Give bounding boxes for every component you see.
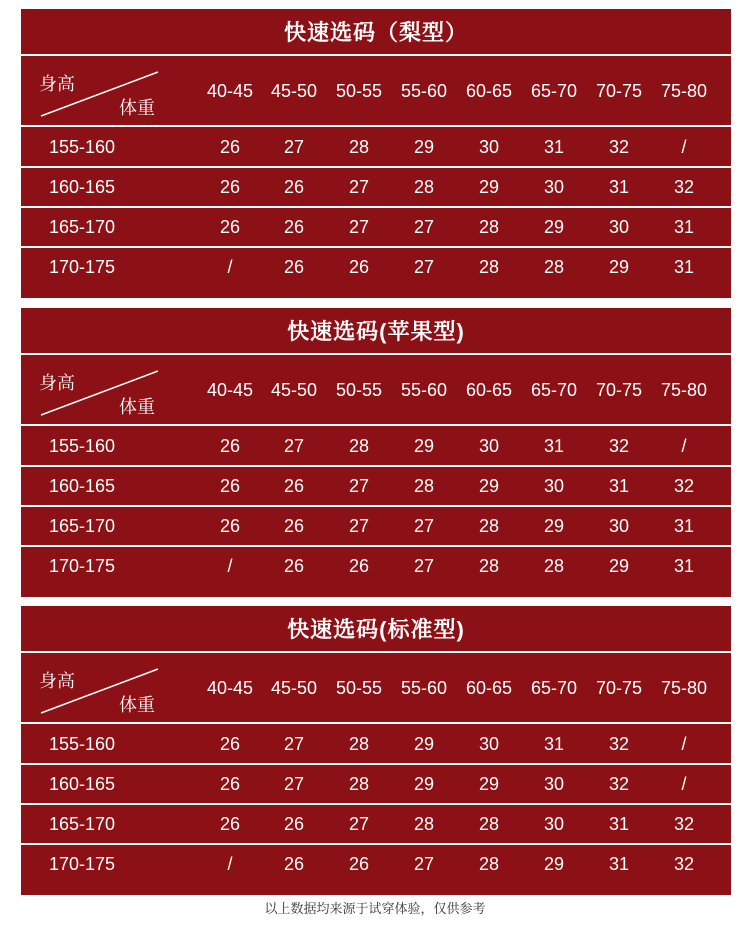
size-cell: 27 <box>283 774 305 794</box>
size-cell: / <box>227 854 233 874</box>
size-cell: / <box>681 137 687 157</box>
size-table <box>21 308 731 597</box>
height-label: 身高 <box>39 373 75 393</box>
weight-range-header: 70-75 <box>595 81 643 101</box>
size-cell: 28 <box>413 476 435 496</box>
divider <box>21 465 731 467</box>
size-cell: 29 <box>413 436 435 456</box>
size-cell: 29 <box>608 556 630 576</box>
size-cell: 32 <box>673 854 695 874</box>
size-cell: 28 <box>543 556 565 576</box>
weight-range-header: 75-80 <box>660 81 708 101</box>
height-range: 165-170 <box>49 516 116 536</box>
weight-range-header: 65-70 <box>530 380 578 400</box>
table-row <box>21 427 731 465</box>
height-range: 155-160 <box>49 734 116 754</box>
size-table <box>21 9 731 298</box>
size-cell: 27 <box>413 217 435 237</box>
table-title: 快速选码（梨型） <box>283 20 468 45</box>
size-cell: / <box>227 257 233 277</box>
size-cell: 28 <box>348 774 370 794</box>
size-cell: 31 <box>608 814 630 834</box>
size-cell: 26 <box>219 814 241 834</box>
size-cell: / <box>681 436 687 456</box>
size-cell: 32 <box>608 137 630 157</box>
size-cell: 30 <box>543 814 565 834</box>
size-cell: 28 <box>478 217 500 237</box>
table-row <box>21 725 731 763</box>
table-title: 快速选码(苹果型) <box>287 319 465 344</box>
weight-label: 体重 <box>119 695 155 715</box>
divider <box>21 843 731 845</box>
height-label: 身高 <box>39 74 75 94</box>
divider <box>21 424 731 426</box>
size-cell: 32 <box>608 774 630 794</box>
size-cell: 31 <box>543 137 565 157</box>
size-cell: 31 <box>608 177 630 197</box>
size-cell: 30 <box>608 217 630 237</box>
size-cell: 26 <box>283 217 305 237</box>
table-row <box>21 208 731 246</box>
table-row <box>21 467 731 505</box>
divider <box>21 545 731 547</box>
weight-range-header: 75-80 <box>660 678 708 698</box>
table-row <box>21 547 731 585</box>
size-cell: 29 <box>543 854 565 874</box>
size-cell: / <box>681 734 687 754</box>
size-cell: 31 <box>673 257 695 277</box>
size-cell: 26 <box>219 217 241 237</box>
divider <box>21 125 731 127</box>
size-cell: 31 <box>608 476 630 496</box>
size-cell: 32 <box>673 814 695 834</box>
size-cell: 30 <box>478 137 500 157</box>
size-cell: 26 <box>219 436 241 456</box>
divider <box>21 722 731 724</box>
divider <box>21 206 731 208</box>
size-cell: 26 <box>348 257 370 277</box>
weight-range-header: 60-65 <box>465 678 513 698</box>
table-row <box>21 845 731 883</box>
weight-range-header: 40-45 <box>206 81 254 101</box>
size-cell: 26 <box>283 516 305 536</box>
size-cell: 27 <box>348 177 370 197</box>
size-cell: 28 <box>478 814 500 834</box>
size-cell: 26 <box>283 556 305 576</box>
height-range: 160-165 <box>49 476 116 496</box>
height-range: 165-170 <box>49 217 116 237</box>
size-cell: 28 <box>478 257 500 277</box>
table-row <box>21 128 731 166</box>
size-cell: 29 <box>543 217 565 237</box>
size-cell: 32 <box>608 734 630 754</box>
weight-label: 体重 <box>119 98 155 118</box>
size-cell: 30 <box>478 436 500 456</box>
weight-range-header: 45-50 <box>270 81 318 101</box>
size-cell: 26 <box>283 814 305 834</box>
size-cell: 28 <box>348 137 370 157</box>
table-title: 快速选码(标准型) <box>287 617 465 642</box>
weight-label: 体重 <box>119 397 155 417</box>
size-cell: 28 <box>413 177 435 197</box>
size-cell: 27 <box>283 734 305 754</box>
size-cell: 31 <box>608 854 630 874</box>
weight-range-header: 50-55 <box>335 678 383 698</box>
size-cell: 26 <box>283 476 305 496</box>
height-range: 170-175 <box>49 257 116 277</box>
size-cell: 27 <box>413 516 435 536</box>
table-row <box>21 248 731 286</box>
header-corner <box>21 355 201 420</box>
size-cell: 26 <box>283 177 305 197</box>
size-cell: / <box>227 556 233 576</box>
height-range: 155-160 <box>49 137 116 157</box>
weight-range-header: 70-75 <box>595 678 643 698</box>
size-table <box>21 606 731 895</box>
size-cell: 30 <box>478 734 500 754</box>
size-cell: 28 <box>543 257 565 277</box>
height-range: 170-175 <box>49 854 116 874</box>
size-cell: / <box>681 774 687 794</box>
header-corner <box>21 653 201 718</box>
weight-range-header: 40-45 <box>206 678 254 698</box>
table-row <box>21 507 731 545</box>
size-cell: 26 <box>219 734 241 754</box>
divider <box>21 763 731 765</box>
weight-range-header: 45-50 <box>270 380 318 400</box>
weight-range-header: 75-80 <box>660 380 708 400</box>
size-cell: 32 <box>673 177 695 197</box>
size-cell: 29 <box>478 177 500 197</box>
height-label: 身高 <box>39 671 75 691</box>
footer-note: 以上数据均来源于试穿体验，仅供参考 <box>264 901 486 916</box>
table-row <box>21 805 731 843</box>
size-cell: 26 <box>219 137 241 157</box>
size-cell: 27 <box>413 257 435 277</box>
weight-range-header: 55-60 <box>400 380 448 400</box>
table-row <box>21 168 731 206</box>
weight-range-header: 65-70 <box>530 678 578 698</box>
weight-range-header: 50-55 <box>335 81 383 101</box>
size-cell: 30 <box>608 516 630 536</box>
size-cell: 26 <box>348 854 370 874</box>
size-cell: 27 <box>348 516 370 536</box>
size-cell: 26 <box>348 556 370 576</box>
weight-range-header: 55-60 <box>400 81 448 101</box>
divider <box>21 246 731 248</box>
size-cell: 30 <box>543 476 565 496</box>
height-range: 160-165 <box>49 177 116 197</box>
size-cell: 28 <box>478 556 500 576</box>
weight-range-header: 45-50 <box>270 678 318 698</box>
size-cell: 31 <box>543 734 565 754</box>
size-cell: 26 <box>219 774 241 794</box>
divider <box>21 803 731 805</box>
table-row <box>21 765 731 803</box>
size-cell: 27 <box>348 217 370 237</box>
size-cell: 28 <box>478 854 500 874</box>
height-range: 170-175 <box>49 556 116 576</box>
size-cell: 26 <box>283 257 305 277</box>
size-cell: 29 <box>543 516 565 536</box>
weight-range-header: 60-65 <box>465 81 513 101</box>
weight-range-header: 60-65 <box>465 380 513 400</box>
size-cell: 27 <box>283 436 305 456</box>
size-cell: 26 <box>219 177 241 197</box>
size-cell: 26 <box>283 854 305 874</box>
size-cell: 29 <box>478 774 500 794</box>
size-cell: 28 <box>413 814 435 834</box>
size-cell: 31 <box>543 436 565 456</box>
size-cell: 31 <box>673 516 695 536</box>
weight-range-header: 55-60 <box>400 678 448 698</box>
weight-range-header: 50-55 <box>335 380 383 400</box>
size-cell: 31 <box>673 217 695 237</box>
size-cell: 29 <box>608 257 630 277</box>
size-cell: 28 <box>478 516 500 536</box>
size-cell: 30 <box>543 177 565 197</box>
height-range: 160-165 <box>49 774 116 794</box>
header-corner <box>21 56 201 121</box>
divider <box>21 166 731 168</box>
size-cell: 27 <box>348 476 370 496</box>
size-cell: 28 <box>348 734 370 754</box>
size-cell: 27 <box>283 137 305 157</box>
weight-range-header: 70-75 <box>595 380 643 400</box>
size-cell: 29 <box>413 137 435 157</box>
height-range: 165-170 <box>49 814 116 834</box>
size-cell: 28 <box>348 436 370 456</box>
size-cell: 32 <box>673 476 695 496</box>
size-cell: 29 <box>413 774 435 794</box>
size-cell: 26 <box>219 516 241 536</box>
size-cell: 30 <box>543 774 565 794</box>
height-range: 155-160 <box>49 436 116 456</box>
size-cell: 27 <box>348 814 370 834</box>
weight-range-header: 40-45 <box>206 380 254 400</box>
size-cell: 26 <box>219 476 241 496</box>
size-cell: 31 <box>673 556 695 576</box>
size-cell: 32 <box>608 436 630 456</box>
divider <box>21 505 731 507</box>
size-cell: 27 <box>413 854 435 874</box>
size-cell: 27 <box>413 556 435 576</box>
weight-range-header: 65-70 <box>530 81 578 101</box>
size-cell: 29 <box>413 734 435 754</box>
size-cell: 29 <box>478 476 500 496</box>
